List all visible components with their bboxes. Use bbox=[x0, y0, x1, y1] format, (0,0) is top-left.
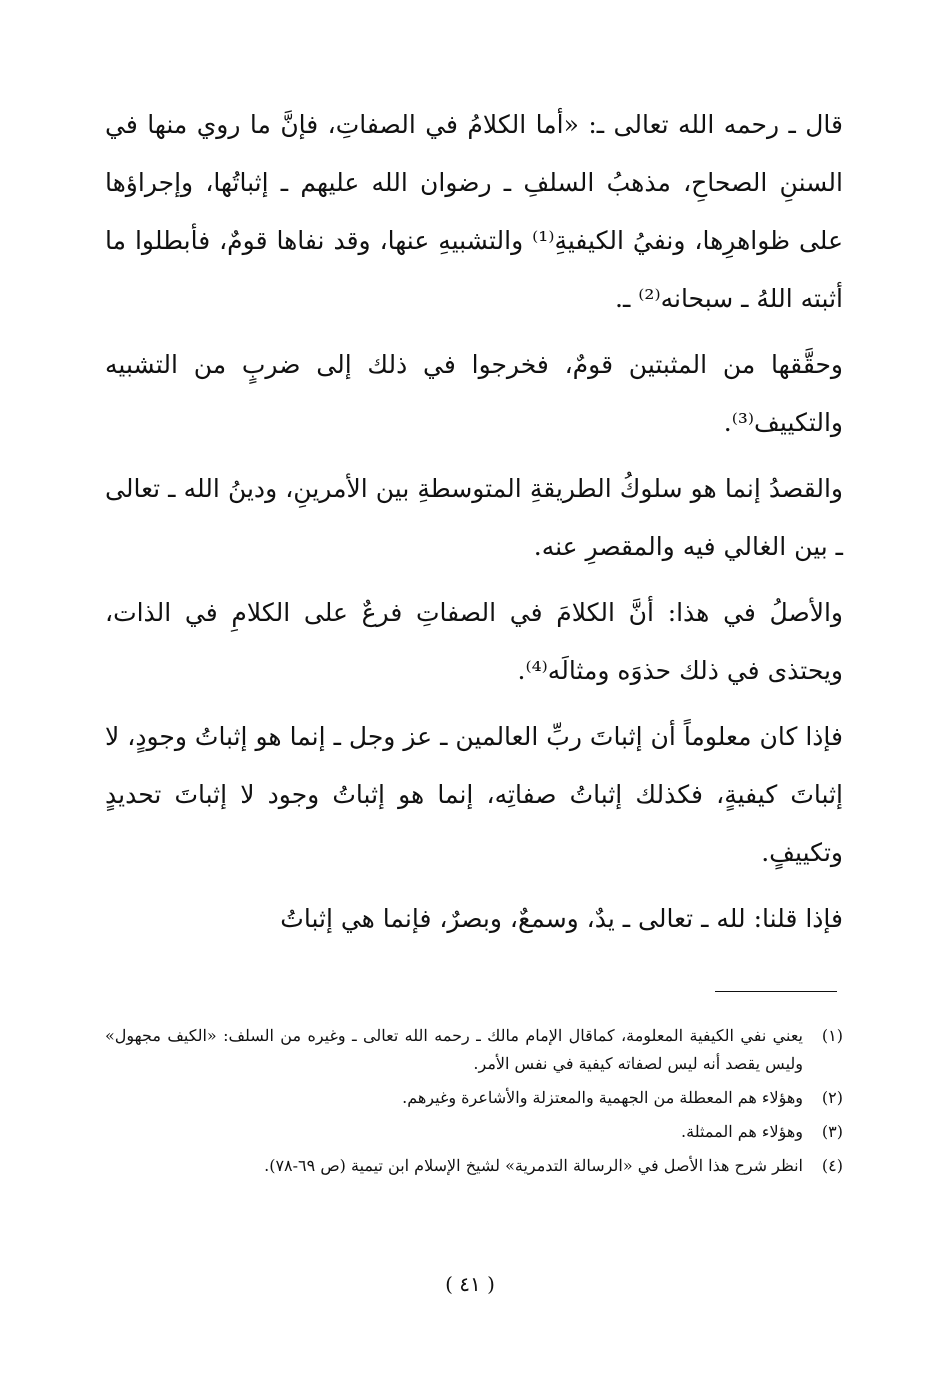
footnote-divider bbox=[715, 991, 837, 992]
footnote-number: (٤) bbox=[821, 1156, 843, 1175]
page-number: ( ٤١ ) bbox=[445, 1272, 495, 1296]
footnote bbox=[105, 1084, 843, 1112]
paragraph: فإذا قلنا: لله ـ تعالى ـ يدٌ، وسمعٌ، وبصرٌ، فإنما هي إثباتُ bbox=[280, 904, 843, 933]
footnote-number: (١) bbox=[821, 1026, 843, 1045]
paragraph: قال ـ رحمه الله تعالى ـ: «أما الكلامُ في الصفاتِ، فإنَّ ما روي منها في السننِ الصحاحِ، مذهبُ السلفِ ـ رضوان الله عليهم ـ إثباتُها، وإجراؤها على ظواهرِها، ونفيُ الكيفيةِ⁽¹⁾ والتشبيهِ عنها، وقد نفاها قومٌ، فأبطلوا ما أثبته اللهُ ـ سبحانه⁽²⁾ ـ. bbox=[105, 110, 843, 313]
footnote-text: انظر شرح هذا الأصل في «الرسالة التدمرية» لشيخ الإسلام ابن تيمية (ص ٦٩-٧٨). bbox=[264, 1156, 803, 1175]
paragraph: والقصدُ إنما هو سلوكُ الطريقةِ المتوسطةِ بين الأمرينِ، ودينُ الله ـ تعالى ـ بين الغالي فيه والمقصرِ عنه. bbox=[105, 474, 843, 561]
paragraph: فإذا كان معلوماً أن إثباتَ ربِّ العالمين ـ عز وجل ـ إنما هو إثباتُ وجودٍ، لا إثباتَ كيفيةٍ، فكذلك إثباتُ صفاتِه، إنما هو إثباتُ وجود لا إثباتَ تحديدٍ وتكييفٍ. bbox=[105, 722, 843, 867]
footnote-text: وهؤلاء هم الممثلة. bbox=[681, 1122, 803, 1141]
footnote-number: (٢) bbox=[821, 1088, 843, 1107]
footnote bbox=[105, 1118, 843, 1146]
footnote bbox=[105, 1152, 843, 1180]
paragraph: وحقَّقها من المثبتين قومٌ، فخرجوا في ذلك إلى ضربٍ من التشبيه والتكييف⁽³⁾. bbox=[105, 350, 843, 437]
footnotes bbox=[105, 1022, 843, 1186]
footnote-text: وهؤلاء هم المعطلة من الجهمية والمعتزلة والأشاعرة وغيرهم. bbox=[402, 1088, 803, 1107]
main-text bbox=[105, 96, 843, 956]
paragraph: والأصلُ في هذا: أنَّ الكلامَ في الصفاتِ فرعٌ على الكلامِ في الذات، ويحتذى في ذلك حذوَه ومثالَه⁽⁴⁾. bbox=[105, 598, 843, 685]
footnote-number: (٣) bbox=[821, 1122, 843, 1141]
footnote-text: يعني نفي الكيفية المعلومة، كماقال الإمام مالك ـ رحمه الله تعالى ـ وغيره من السلف: «الكيف مجهول» وليس يقصد أنه ليس لصفاته كيفية في نفس الأمر. bbox=[105, 1026, 803, 1073]
footnote bbox=[105, 1022, 843, 1078]
